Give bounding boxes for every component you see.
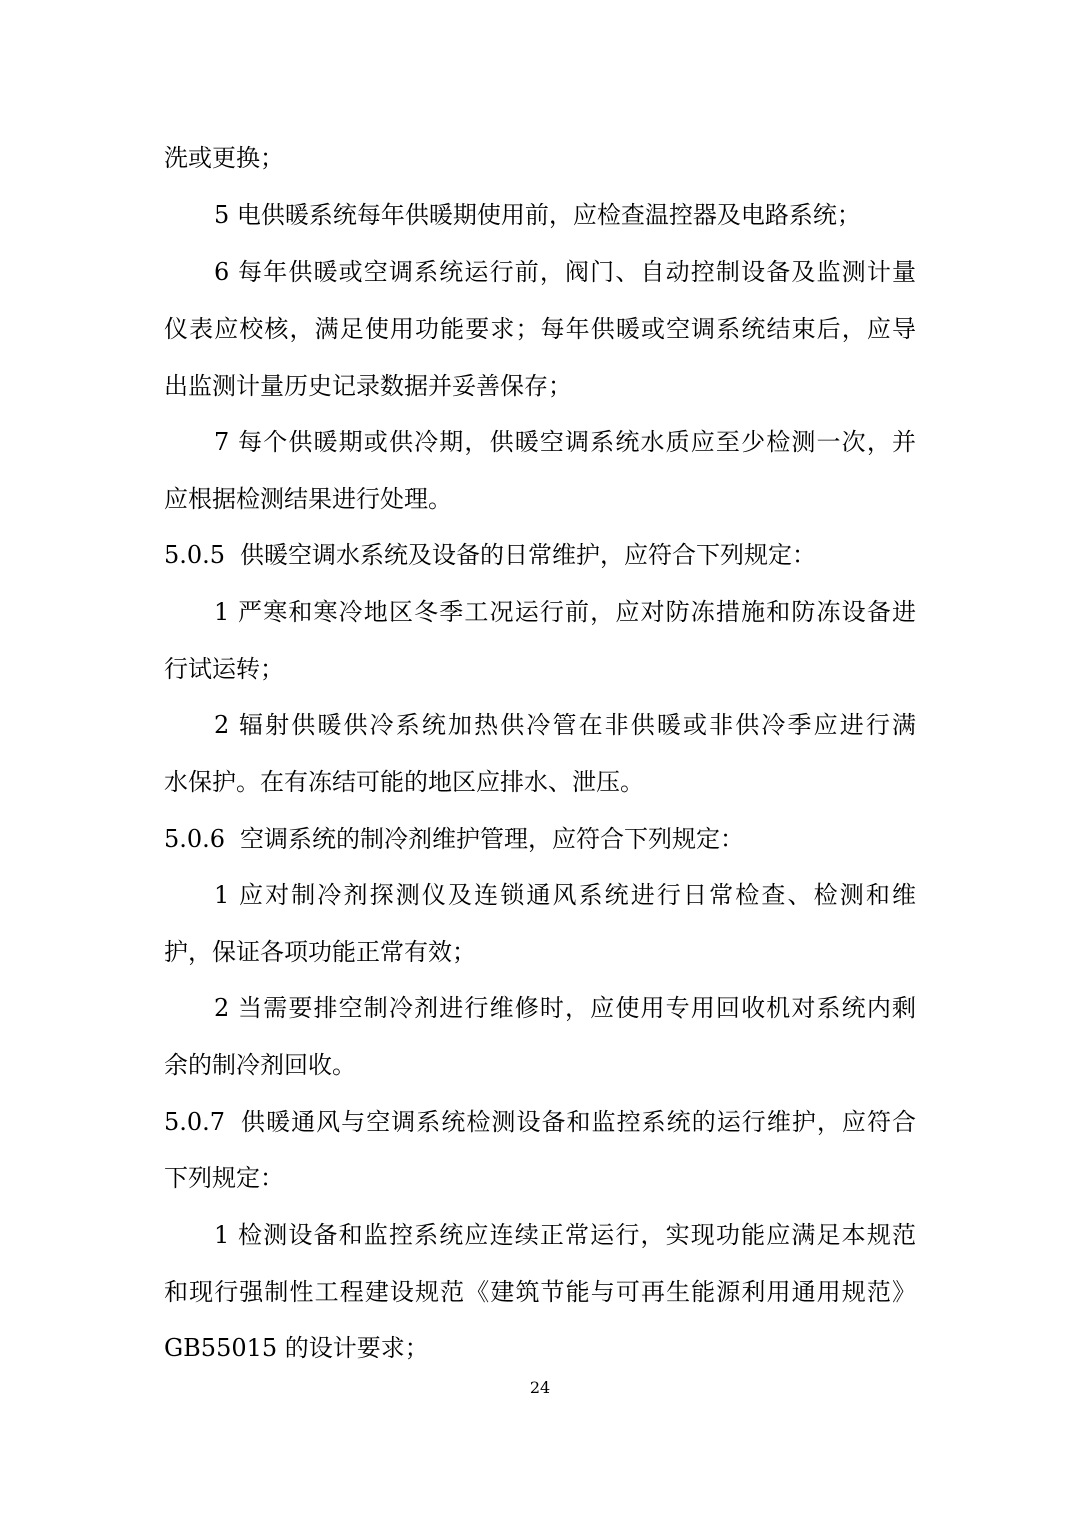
text-line: 洗或更换； <box>164 144 284 172</box>
list-item: 6 每年供暖或空调系统运行前，阀门、自动控制设备及监测计量 <box>214 258 916 286</box>
text-line: 和现行强制性工程建设规范《建筑节能与可再生能源利用通用规范》 <box>164 1278 916 1306</box>
text-line: 护，保证各项功能正常有效； <box>164 938 476 966</box>
clause-heading <box>164 1102 916 1142</box>
clause-text: 供暖通风与空调系统检测设备和监控系统的运行维护，应符合 <box>240 1108 916 1136</box>
page-number: 24 <box>529 1378 551 1397</box>
clause-heading <box>164 535 916 575</box>
clause-number: 5.0.7 <box>164 1108 226 1136</box>
clause-heading <box>164 819 916 859</box>
clause-text: 供暖空调水系统及设备的日常维护，应符合下列规定： <box>240 541 816 569</box>
text-line: 行试运转； <box>164 655 284 683</box>
text-line: 应根据检测结果进行处理。 <box>164 485 452 513</box>
list-item: 1 应对制冷剂探测仪及连锁通风系统进行日常检查、检测和维 <box>214 881 916 909</box>
list-item: 7 每个供暖期或供冷期，供暖空调系统水质应至少检测一次，并 <box>214 428 916 456</box>
text-line: 出监测计量历史记录数据并妥善保存； <box>164 372 572 400</box>
text-line: 下列规定： <box>164 1164 284 1192</box>
clause-text: 空调系统的制冷剂维护管理，应符合下列规定： <box>240 825 744 853</box>
clause-number: 5.0.5 <box>164 541 226 569</box>
list-item: 1 严寒和寒冷地区冬季工况运行前，应对防冻措施和防冻设备进 <box>214 598 916 626</box>
text-line: 水保护。在有冻结可能的地区应排水、泄压。 <box>164 768 644 796</box>
list-item: 1 检测设备和监控系统应连续正常运行，实现功能应满足本规范 <box>214 1221 916 1249</box>
list-item: 2 辐射供暖供冷系统加热供冷管在非供暖或非供冷季应进行满 <box>214 711 916 739</box>
list-item: 5 电供暖系统每年供暖期使用前，应检查温控器及电路系统； <box>214 201 861 229</box>
text-line: 仪表应校核，满足使用功能要求；每年供暖或空调系统结束后，应导 <box>164 315 916 343</box>
text-line: 余的制冷剂回收。 <box>164 1051 356 1079</box>
clause-number: 5.0.6 <box>164 825 226 853</box>
list-item: 2 当需要排空制冷剂进行维修时，应使用专用回收机对系统内剩 <box>214 994 916 1022</box>
text-line: GB55015 的设计要求； <box>164 1334 429 1362</box>
